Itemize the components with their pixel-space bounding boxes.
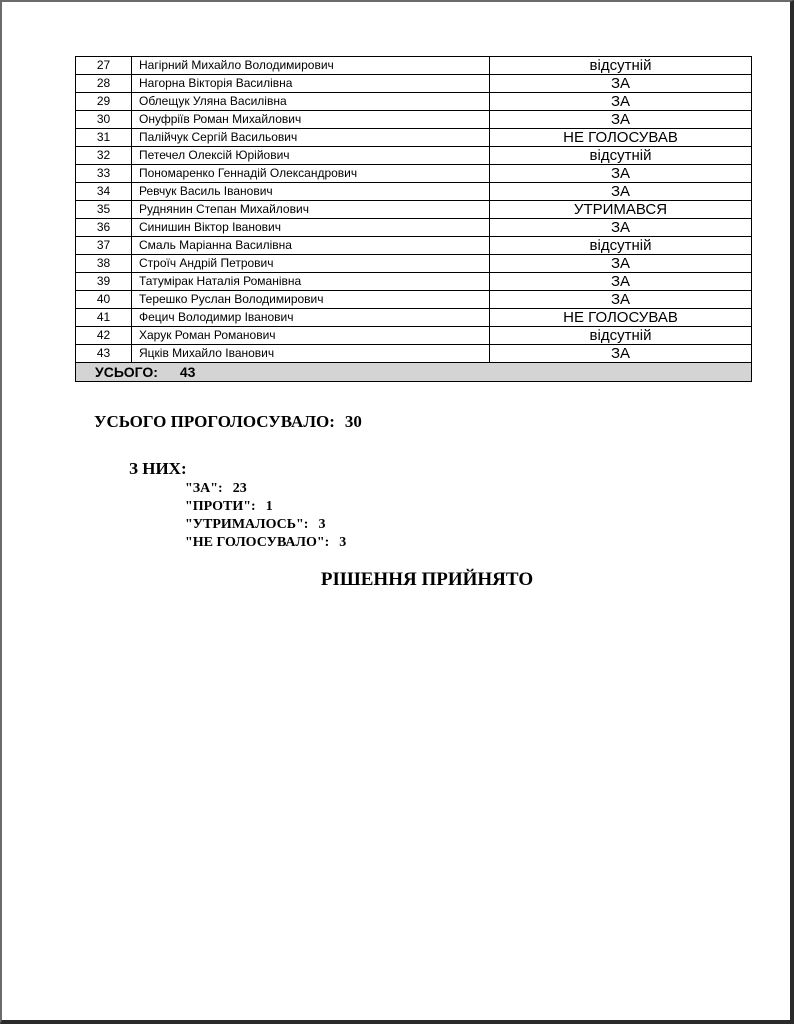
deputy-number: 38	[76, 255, 132, 273]
table-row	[76, 129, 752, 147]
table-row	[76, 57, 752, 75]
deputy-number: 41	[76, 309, 132, 327]
deputy-number: 33	[76, 165, 132, 183]
total-row	[76, 363, 752, 382]
deputy-name: Нагорна Вікторія Василівна	[132, 75, 490, 93]
table-row	[76, 237, 752, 255]
vote-result: НЕ ГОЛОСУВАВ	[490, 129, 752, 147]
vote-result: відсутній	[490, 147, 752, 165]
table-row	[76, 183, 752, 201]
table-row	[76, 255, 752, 273]
voted-count: 30	[344, 412, 362, 431]
breakdown-for	[185, 480, 346, 498]
vote-result: ЗА	[490, 183, 752, 201]
table-row	[76, 75, 752, 93]
deputy-name: Терешко Руслан Володимирович	[132, 291, 490, 309]
vote-breakdown	[185, 480, 346, 552]
total-label: УСЬОГО:	[95, 364, 158, 380]
total-count: 43	[179, 364, 196, 380]
breakdown-value: 23	[232, 481, 247, 496]
vote-result: ЗА	[490, 111, 752, 129]
deputy-number: 29	[76, 93, 132, 111]
deputy-name: Ревчук Василь Іванович	[132, 183, 490, 201]
table-row	[76, 327, 752, 345]
breakdown-label: "ПРОТИ":	[185, 499, 256, 514]
vote-result: ЗА	[490, 93, 752, 111]
table-row	[76, 219, 752, 237]
vote-result: ЗА	[490, 273, 752, 291]
vote-result: ЗА	[490, 75, 752, 93]
voted-summary	[94, 412, 362, 432]
deputy-number: 42	[76, 327, 132, 345]
table-row	[76, 201, 752, 219]
deputy-name: Нагірний Михайло Володимирович	[132, 57, 490, 75]
vote-results-table	[75, 56, 752, 382]
deputy-number: 31	[76, 129, 132, 147]
breakdown-label: "ЗА":	[185, 481, 223, 496]
deputy-name: Облещук Уляна Василівна	[132, 93, 490, 111]
deputy-name: Смаль Маріанна Василівна	[132, 237, 490, 255]
deputy-number: 34	[76, 183, 132, 201]
vote-table-body	[76, 57, 752, 363]
deputy-name: Палійчук Сергій Васильович	[132, 129, 490, 147]
vote-result: ЗА	[490, 255, 752, 273]
table-row	[76, 147, 752, 165]
deputy-number: 40	[76, 291, 132, 309]
deputy-number: 39	[76, 273, 132, 291]
breakdown-label: "НЕ ГОЛОСУВАЛО":	[185, 535, 330, 550]
breakdown-against	[185, 498, 346, 516]
deputy-name: Яцків Михайло Іванович	[132, 345, 490, 363]
deputy-number: 43	[76, 345, 132, 363]
vote-result: відсутній	[490, 237, 752, 255]
vote-result: НЕ ГОЛОСУВАВ	[490, 309, 752, 327]
voted-label: УСЬОГО ПРОГОЛОСУВАЛО:	[94, 412, 335, 431]
table-row	[76, 291, 752, 309]
vote-result: відсутній	[490, 327, 752, 345]
deputy-name: Петечел Олексій Юрійович	[132, 147, 490, 165]
vote-result: відсутній	[490, 57, 752, 75]
deputy-name: Онуфріїв Роман Михайлович	[132, 111, 490, 129]
vote-result: ЗА	[490, 345, 752, 363]
deputy-name: Руднянин Степан Михайлович	[132, 201, 490, 219]
table-row	[76, 165, 752, 183]
deputy-number: 37	[76, 237, 132, 255]
deputy-number: 28	[76, 75, 132, 93]
deputy-name: Строїч Андрій Петрович	[132, 255, 490, 273]
breakdown-value: 3	[318, 517, 326, 532]
deputy-name: Пономаренко Геннадій Олександрович	[132, 165, 490, 183]
vote-result: ЗА	[490, 291, 752, 309]
table-row	[76, 309, 752, 327]
vote-result: УТРИМАВСЯ	[490, 201, 752, 219]
breakdown-abstained	[185, 516, 346, 534]
table-row	[76, 273, 752, 291]
deputy-number: 27	[76, 57, 132, 75]
breakdown-not-voted	[185, 534, 346, 552]
deputy-number: 35	[76, 201, 132, 219]
deputy-number: 32	[76, 147, 132, 165]
vote-result: ЗА	[490, 165, 752, 183]
deputy-name: Татумірак Наталія Романівна	[132, 273, 490, 291]
decision-heading: РІШЕННЯ ПРИЙНЯТО	[320, 569, 534, 590]
deputy-number: 30	[76, 111, 132, 129]
deputy-name: Фецич Володимир Іванович	[132, 309, 490, 327]
deputy-name: Харук Роман Романович	[132, 327, 490, 345]
table-row	[76, 345, 752, 363]
total-cell	[76, 363, 752, 382]
deputy-name: Синишин Віктор Іванович	[132, 219, 490, 237]
breakdown-value: 3	[339, 535, 347, 550]
table-row	[76, 93, 752, 111]
deputy-number: 36	[76, 219, 132, 237]
table-row	[76, 111, 752, 129]
breakdown-value: 1	[265, 499, 273, 514]
breakdown-label: "УТРИМАЛОСЬ":	[185, 517, 309, 532]
vote-result: ЗА	[490, 219, 752, 237]
of-them-label: З НИХ:	[129, 459, 187, 478]
